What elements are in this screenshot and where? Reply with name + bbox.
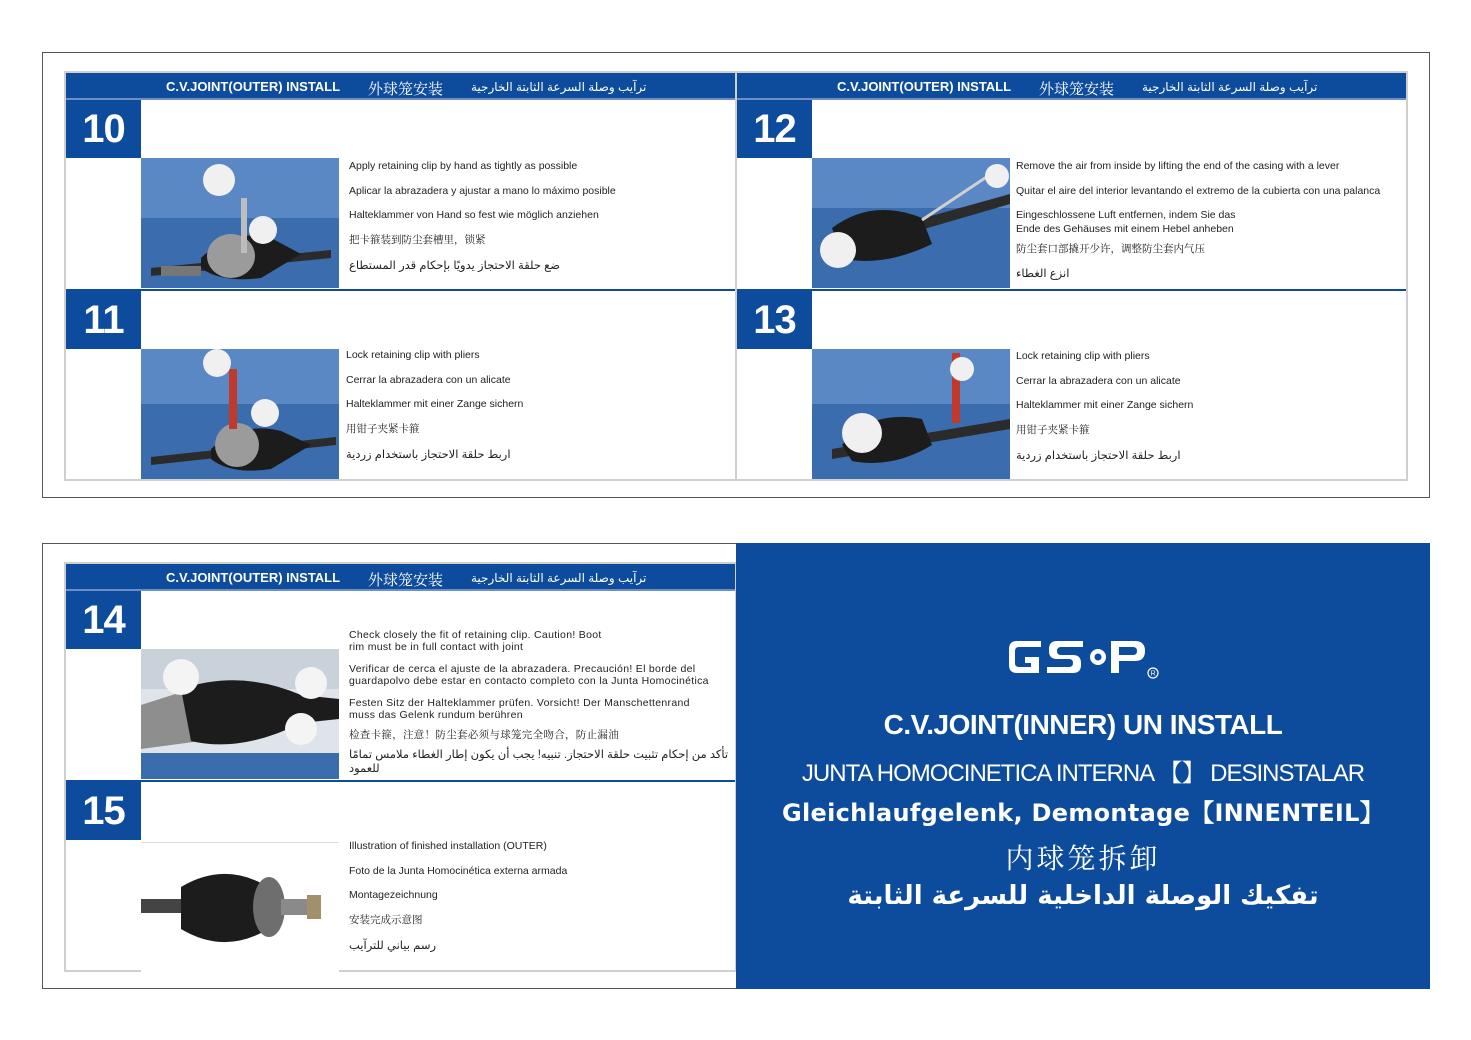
step-number: 15 [66, 782, 141, 840]
gsp-logo [736, 629, 1430, 685]
step-number: 12 [737, 100, 812, 158]
instruction-de: Eingeschlossene Luft entfernen, indem Sie das Ende des Gehäuses mit einem Hebel anheben [1016, 209, 1236, 235]
header-title-ar: ترآيب وصلة السرعة الثابتة الخارجية [1142, 80, 1318, 94]
step-13-text [1016, 350, 1402, 475]
step-12-text [1016, 160, 1402, 293]
step-15-photo [141, 842, 339, 972]
instruction-de: Halteklammer mit einer Zange sichern [1016, 399, 1194, 412]
step-number: 10 [66, 100, 141, 158]
instruction-de: Montagezeichnung [349, 889, 438, 902]
header-title-en: C.V.JOINT(OUTER) INSTALL [166, 570, 341, 585]
svg-text:R: R [1150, 670, 1156, 678]
step-14-text [349, 629, 731, 787]
instruction-zh: 检查卡箍，注意！防尘套必须与球笼完全吻合，防止漏油 [349, 729, 619, 742]
header-title-zh: 外球笼安装 [368, 572, 444, 589]
header-title-zh: 外球笼安装 [1039, 81, 1115, 98]
step-12 [737, 100, 1406, 290]
step-10 [66, 100, 735, 290]
instruction-zh: 安装完成示意图 [349, 913, 423, 926]
instruction-en: Apply retaining clip by hand as tightly as possible [349, 160, 578, 172]
instruction-es: Cerrar la abrazadera con un alicate [346, 373, 511, 386]
step-10-photo [141, 158, 339, 288]
instruction-en: Remove the air from inside by lifting the end of the casing with a lever [1016, 160, 1340, 172]
instruction-ar: انزع الغطاء [1016, 268, 1070, 281]
instruction-zh: 用钳子夹紧卡箍 [346, 422, 420, 435]
instruction-en: Check closely the fit of retaining clip. Caution! Boot rim must be in full contact with joint [349, 629, 602, 654]
finished-axle-photo-icon [141, 843, 339, 972]
step-13-photo [812, 349, 1010, 479]
instruction-en: Illustration of finished installation (OUTER) [349, 840, 547, 852]
panel-header [66, 564, 735, 591]
header-title-en: C.V.JOINT(OUTER) INSTALL [837, 79, 1012, 94]
instruction-ar: ضع حلقة الاحتجاز يدويًا بإحكام قدر المستطاع [349, 259, 561, 272]
header-title-ar: ترآيب وصلة السرعة الثابتة الخارجية [471, 80, 647, 94]
step-12-photo [812, 158, 1010, 288]
panel-steps-14-15 [64, 562, 737, 972]
header-title-ar: ترآيب وصلة السرعة الثابتة الخارجية [471, 571, 647, 585]
clip-hand-photo-icon [141, 158, 339, 288]
header-title-en: C.V.JOINT(OUTER) INSTALL [166, 79, 341, 94]
instruction-ar: رسم بياني للترآيب [349, 939, 437, 952]
brand-title-de: Gleichlaufgelenk, Demontage【INNENTEIL】 [781, 799, 1385, 827]
step-10-text [349, 160, 731, 285]
brand-title-ar: تفكيك الوصلة الداخلية للسرعة الثابتة [847, 881, 1319, 911]
pliers-photo-icon [812, 349, 1010, 479]
header-title-zh: 外球笼安装 [368, 81, 444, 98]
instruction-ar: تأكد من إحكام تثبيت حلقة الاحتجاز. تنبيه! يجب أن يكون إطار الغطاء ملامس تمامًا للعمود [349, 749, 729, 775]
step-15 [66, 782, 735, 972]
brand-title-en: C.V.JOINT(INNER) UN INSTALL [883, 709, 1283, 740]
step-11-photo [141, 349, 339, 479]
step-number: 11 [66, 291, 141, 349]
panel-header [737, 73, 1406, 100]
top-instruction-sheet [42, 52, 1430, 498]
instruction-zh: 把卡箍装到防尘套槽里，锁紧 [349, 233, 486, 246]
step-11 [66, 291, 735, 481]
instruction-es: Cerrar la abrazadera con un alicate [1016, 374, 1181, 387]
instruction-en: Lock retaining clip with pliers [346, 349, 480, 361]
panel-header [66, 73, 735, 100]
instruction-zh: 防尘套口部撬开少许，调整防尘套内气压 [1016, 242, 1205, 255]
instruction-es: Quitar el aire del interior levantando el extremo de la cubierta con una palanca [1016, 184, 1381, 197]
brand-cover-panel [736, 543, 1430, 989]
brand-title-es: JUNTA HOMOCINETICA INTERNA 【】 DESINSTALAR [801, 760, 1365, 787]
lever-photo-icon [812, 158, 1010, 288]
check-clip-photo-icon [141, 649, 339, 779]
instruction-es: Verificar de cerca el ajuste de la abrazadera. Precaución! El borde del guardapolvo debe estar en contacto completo con la Junta Homocinética [349, 663, 709, 688]
brand-title-zh: 内球笼拆卸 [1005, 842, 1161, 875]
panel-steps-10-11 [64, 71, 737, 481]
instruction-de: Halteklammer mit einer Zange sichern [346, 398, 524, 411]
panel-steps-12-13 [735, 71, 1408, 481]
instruction-de: Halteklammer von Hand so fest wie möglich anziehen [349, 209, 599, 222]
instruction-ar: اربط حلقة الاحتجاز باستخدام زردية [1016, 449, 1181, 462]
gsp-logo-icon [1003, 629, 1163, 685]
step-14-photo [141, 649, 339, 779]
step-11-text [346, 349, 731, 474]
step-13 [737, 291, 1406, 481]
step-14 [66, 591, 735, 781]
pliers-photo-icon [141, 349, 339, 479]
instruction-es: Foto de la Junta Homocinética externa armada [349, 864, 568, 877]
step-number: 14 [66, 591, 141, 649]
step-15-text [349, 840, 731, 965]
instruction-zh: 用钳子夹紧卡箍 [1016, 423, 1090, 436]
instruction-en: Lock retaining clip with pliers [1016, 350, 1150, 362]
instruction-ar: اربط حلقة الاحتجاز باستخدام زردية [346, 448, 511, 461]
step-number: 13 [737, 291, 812, 349]
instruction-es: Aplicar la abrazadera y ajustar a mano lo máximo posible [349, 184, 616, 197]
instruction-de: Festen Sitz der Halteklammer prüfen. Vorsicht! Der Manschettenrand muss das Gelenk rundum berühren [349, 697, 690, 722]
